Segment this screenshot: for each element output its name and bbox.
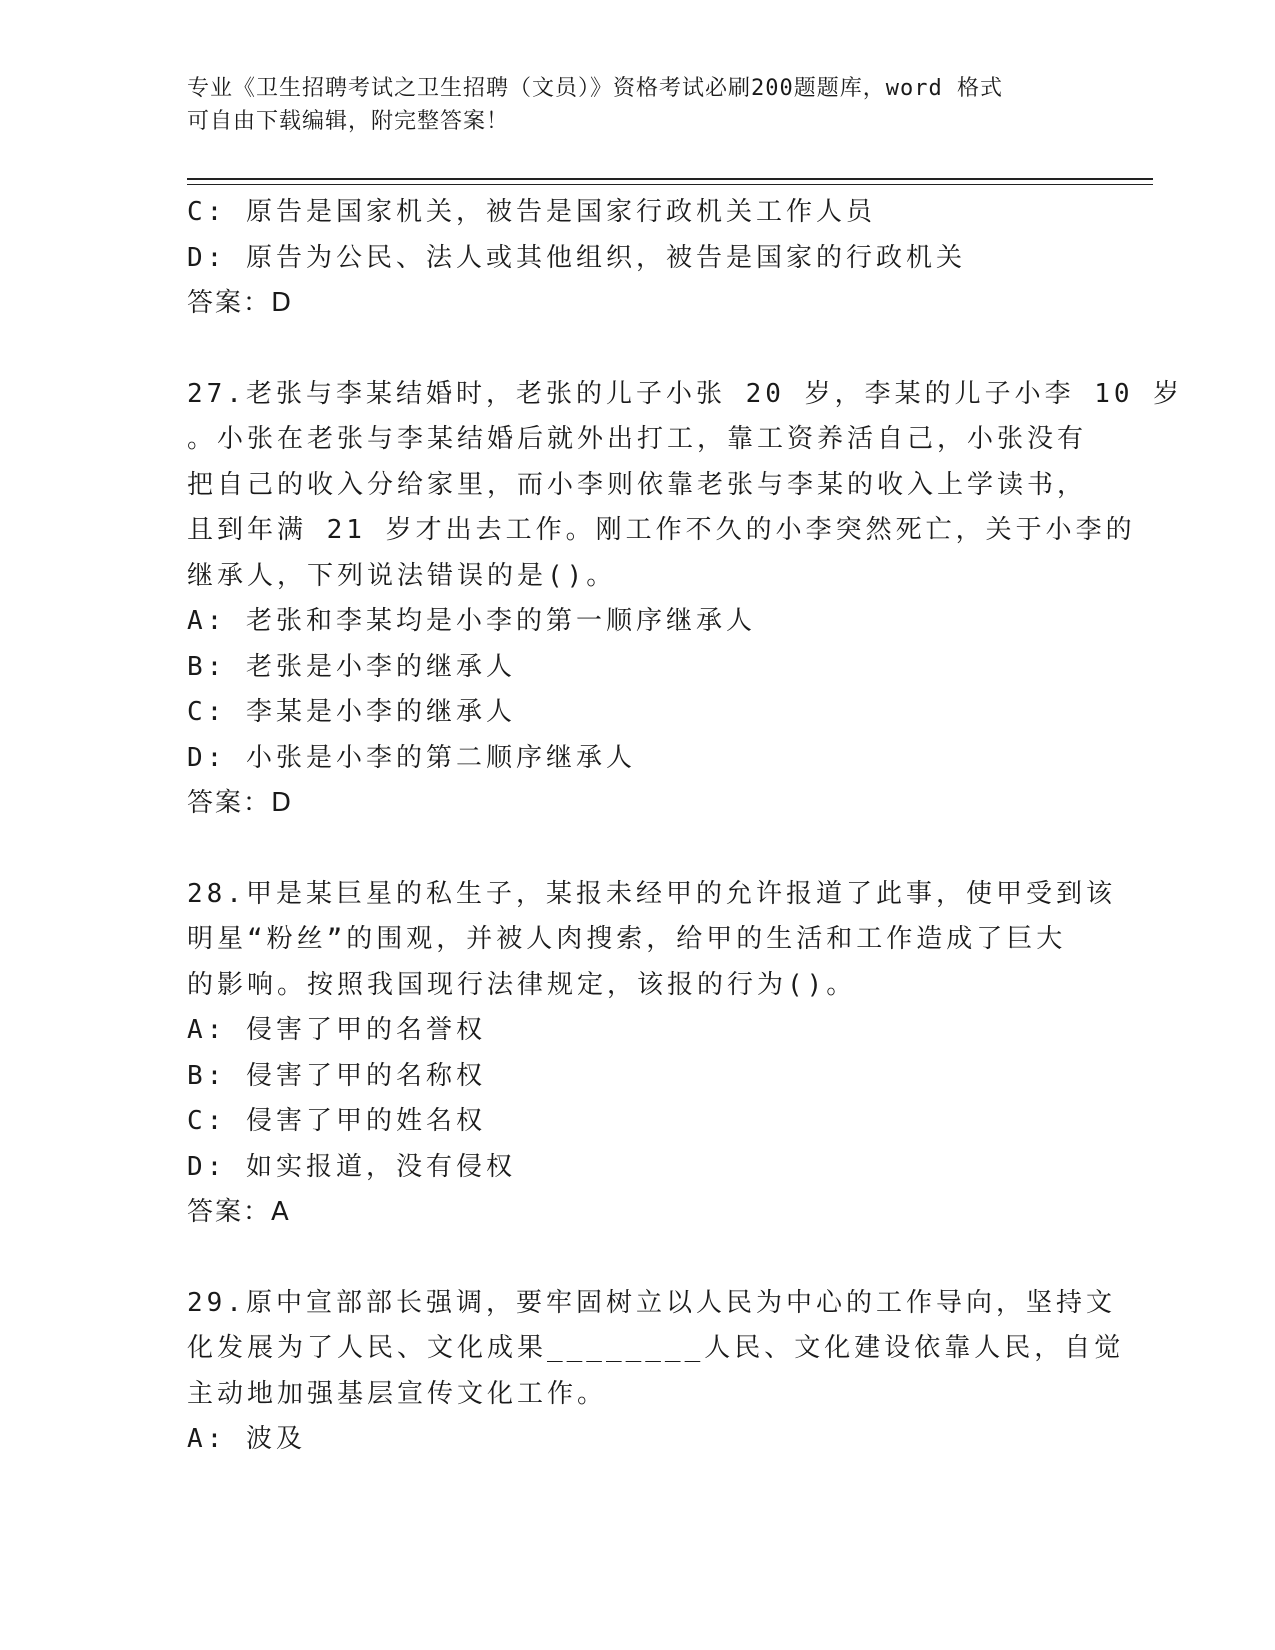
option-c: C: 侵害了甲的姓名权 [187, 1106, 486, 1136]
option-d: D: 如实报道，没有侵权 [187, 1151, 516, 1182]
document-header [187, 72, 1087, 138]
spacer [187, 327, 1067, 372]
question-stem-line: 且到年满 21 岁才出去工作。刚工作不久的小李突然死亡，关于小李的 [187, 515, 1136, 545]
question-stem-line: 把自己的收入分给家里，而小李则依靠老张与李某的收入上学读书， [187, 469, 1088, 500]
question-stem-line: 化发展为了人民、文化成果________人民、文化建设依靠人民，自觉 [187, 1333, 1125, 1363]
answer-line: 答案：D [187, 788, 294, 818]
document-body [187, 190, 1184, 1463]
option-c: C: 原告是国家机关，被告是国家行政机关工作人员 [187, 197, 876, 227]
question-stem-line: 继承人，下列说法错误的是()。 [187, 560, 617, 591]
question-stem-line: 28.甲是某巨星的私生子，某报未经甲的允许报道了此事，使甲受到该 [187, 878, 1116, 909]
header-line-1: 专业《卫生招聘考试之卫生招聘（文员）》资格考试必刷200题题库，word 格式 [187, 76, 1003, 101]
option-b: B: 老张是小李的继承人 [187, 651, 516, 682]
option-a: A: 波及 [187, 1424, 306, 1454]
question-27 [187, 372, 1184, 827]
question-stem-line: 主动地加强基层宣传文化工作。 [187, 1378, 608, 1409]
question-stem-line: 。小张在老张与李某结婚后就外出打工，靠工资养活自己，小张没有 [187, 424, 1088, 454]
option-c: C: 李某是小李的继承人 [187, 697, 516, 727]
question-stem-line: 29.原中宣部部长强调，要牢固树立以人民为中心的工作导向，坚持文 [187, 1287, 1116, 1318]
answer-line: 答案：D [187, 288, 294, 318]
header-divider-thick [187, 178, 1153, 180]
option-b: B: 侵害了甲的名称权 [187, 1060, 486, 1091]
option-d: D: 小张是小李的第二顺序继承人 [187, 742, 636, 773]
question-stem-line: 的影响。按照我国现行法律规定，该报的行为()。 [187, 969, 857, 1000]
option-a: A: 侵害了甲的名誉权 [187, 1015, 486, 1045]
question-stem-line: 27.老张与李某结婚时，老张的儿子小张 20 岁，李某的儿子小李 10 岁 [187, 378, 1184, 409]
question-28 [187, 872, 1116, 1236]
option-a: A: 老张和李某均是小李的第一顺序继承人 [187, 606, 756, 636]
spacer [187, 1236, 1067, 1281]
previous-question-tail [187, 190, 1067, 327]
question-29 [187, 1281, 1125, 1463]
option-d: D: 原告为公民、法人或其他组织，被告是国家的行政机关 [187, 242, 966, 273]
question-stem-line: 明星“粉丝”的围观，并被人肉搜索，给甲的生活和工作造成了巨大 [187, 924, 1067, 954]
spacer [187, 827, 1067, 872]
header-divider-thin [187, 184, 1153, 185]
answer-line: 答案：A [187, 1197, 291, 1227]
header-line-2: 可自由下载编辑，附完整答案！ [187, 109, 510, 134]
